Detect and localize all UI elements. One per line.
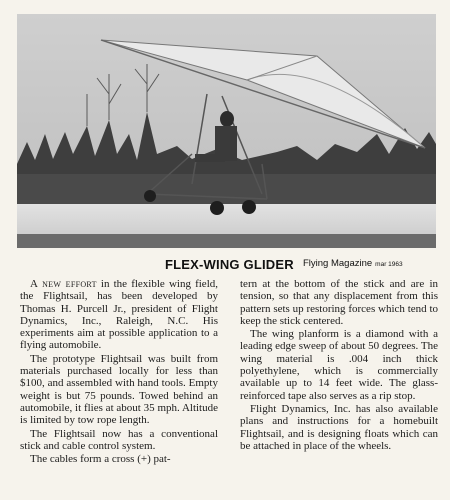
article-photo — [17, 14, 436, 248]
source-name: Flying Magazine — [303, 258, 373, 269]
article-headline: FLEX-WING GLIDER — [165, 257, 294, 272]
paragraph-plans: Flight Dynamics, Inc. has also available plans and instructions for a homebuilt Flightsail, and is designing floats which can be attached in place of the wheels. — [240, 402, 438, 452]
article-column-right — [240, 278, 438, 453]
lead-in: A new effort — [30, 278, 97, 290]
paragraph-prototype: The prototype Flightsail was built from materials purchased locally for less than $100, and assembled with hand tools. Empty weight is but 75 pounds. Towed behind an automobile, it flies at about 35 mph. Altitude is limited by tow rope length. — [20, 352, 218, 427]
paragraph-controls: The Flightsail now has a conventional stick and cable control system. — [20, 427, 218, 452]
paragraph-intro: A new effort in the flexible wing field, the Flightsail, has been developed by Thomas H. Purcell Jr., president of Flight Dynamics, Inc., Raleigh, N.C. His experiments aim at possible application to a flying automobile. — [20, 278, 219, 352]
paragraph-cables-continued: tern at the bottom of the stick and are in tension, so that any displacement from this pattern sets up restoring forces which tend to keep the stick centered. — [240, 278, 438, 327]
article-column-left — [20, 278, 218, 466]
source-credit — [303, 258, 403, 269]
flex-wing-glider-photo — [17, 14, 436, 248]
source-date: mar 1963 — [375, 261, 403, 268]
pilot-figure — [220, 111, 234, 127]
paragraph-wing: The wing planform is a diamond with a leading edge sweep of about 50 degrees. The wing material is .004 inch thick polyethylene, which is commercially available up to 14 feet wide. The glass-reinforced tape also serves as a rip stop. — [240, 328, 438, 402]
paragraph-cables: The cables form a cross (+) pat- — [30, 453, 171, 466]
